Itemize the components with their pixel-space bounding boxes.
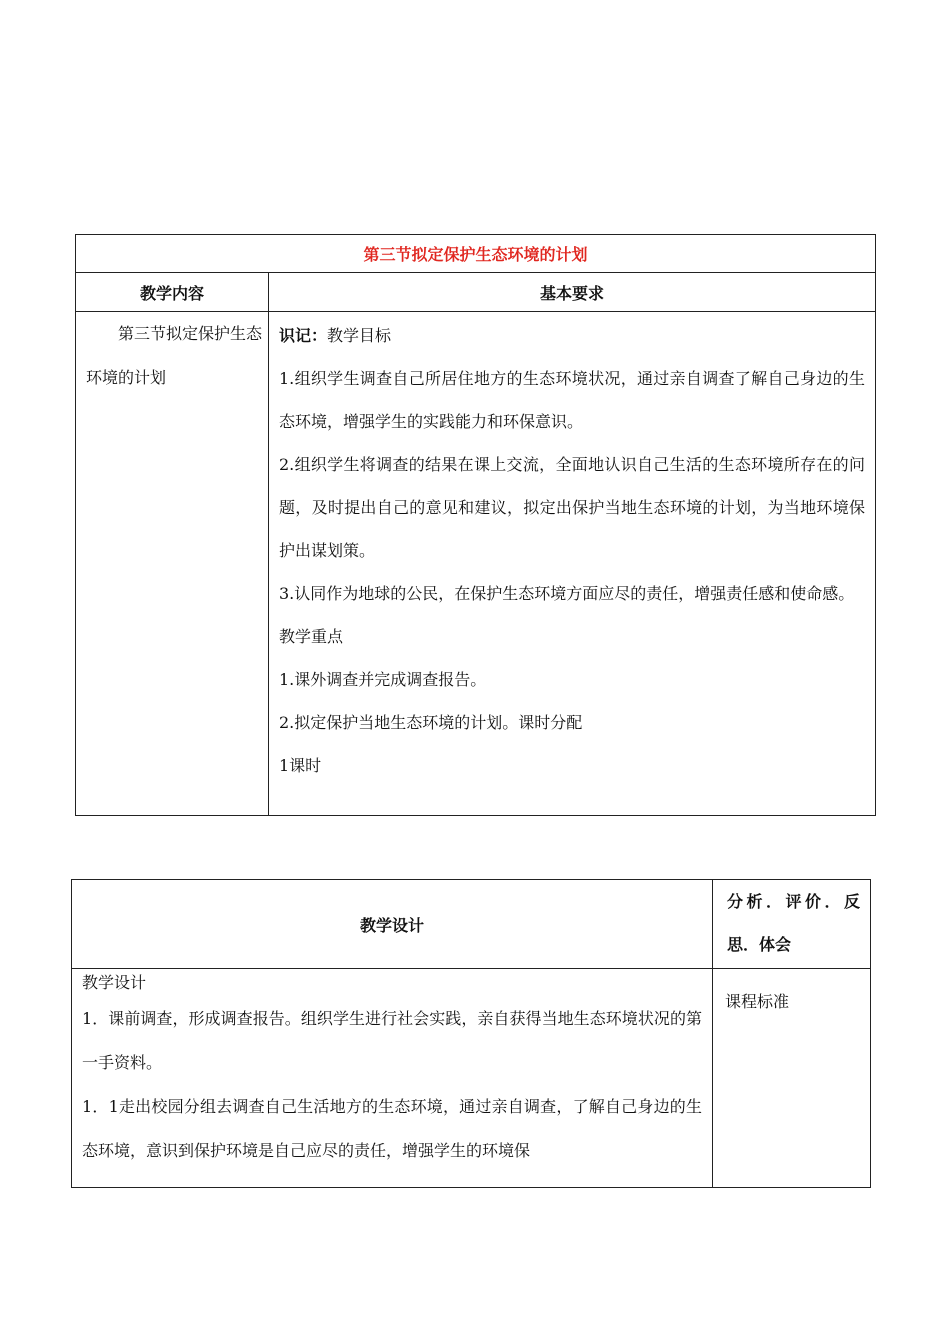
objective-item-1: 1.组织学生调查自己所居住地方的生态环境状况，通过亲自调查了解自己身边的生态环境，增强学生的实践能力和环保意识。 bbox=[279, 369, 865, 431]
table-title: 第三节拟定保护生态环境的计划 bbox=[76, 235, 876, 273]
objectives-label bbox=[279, 314, 865, 357]
design-title: 教学设计 bbox=[82, 973, 147, 992]
class-hours: 1课时 bbox=[279, 756, 322, 775]
header-basic-requirements: 基本要求 bbox=[269, 273, 876, 312]
lesson-requirements-table bbox=[75, 234, 876, 816]
design-paragraph-1: 1．课前调查，形成调查报告。组织学生进行社会实践，亲自获得当地生态环境状况的第一手资料。 bbox=[82, 1009, 702, 1072]
design-paragraph-2: 1．1走出校园分组去调查自己生活地方的生态环境，通过亲自调查，了解自己身边的生态环境，意识到保护环境是自己应尽的责任，增强学生的环境保 bbox=[82, 1097, 702, 1160]
teaching-content-text: 第三节拟定保护生态环境的计划 bbox=[86, 324, 263, 387]
header-teaching-design: 教学设计 bbox=[72, 880, 713, 969]
focus-item-1: 1.课外调查并完成调查报告。 bbox=[279, 670, 487, 689]
memorize-label: 识记： bbox=[279, 326, 328, 345]
basic-requirements-cell bbox=[269, 312, 876, 816]
focus-item-2: 2.拟定保护当地生态环境的计划。课时分配 bbox=[279, 713, 583, 732]
teaching-content-cell bbox=[76, 312, 269, 816]
objective-item-3: 3.认同作为地球的公民，在保护生态环境方面应尽的责任，增强责任感和使命感。 bbox=[279, 584, 855, 603]
header-teaching-content: 教学内容 bbox=[76, 273, 269, 312]
header-analysis-reflection: 分析．评价．反思．体会 bbox=[713, 880, 871, 969]
teaching-design-body bbox=[72, 969, 713, 1188]
teaching-design-table bbox=[71, 879, 871, 1188]
objective-item-2: 2.组织学生将调查的结果在课上交流，全面地认识自己生活的生态环境所存在的问题，及时提出自己的意见和建议，拟定出保护当地生态环境的计划，为当地环境保护出谋划策。 bbox=[279, 455, 865, 560]
objectives-title: 教学目标 bbox=[327, 326, 392, 345]
curriculum-standard-cell: 课程标准 bbox=[713, 969, 871, 1188]
focus-title: 教学重点 bbox=[279, 627, 344, 646]
